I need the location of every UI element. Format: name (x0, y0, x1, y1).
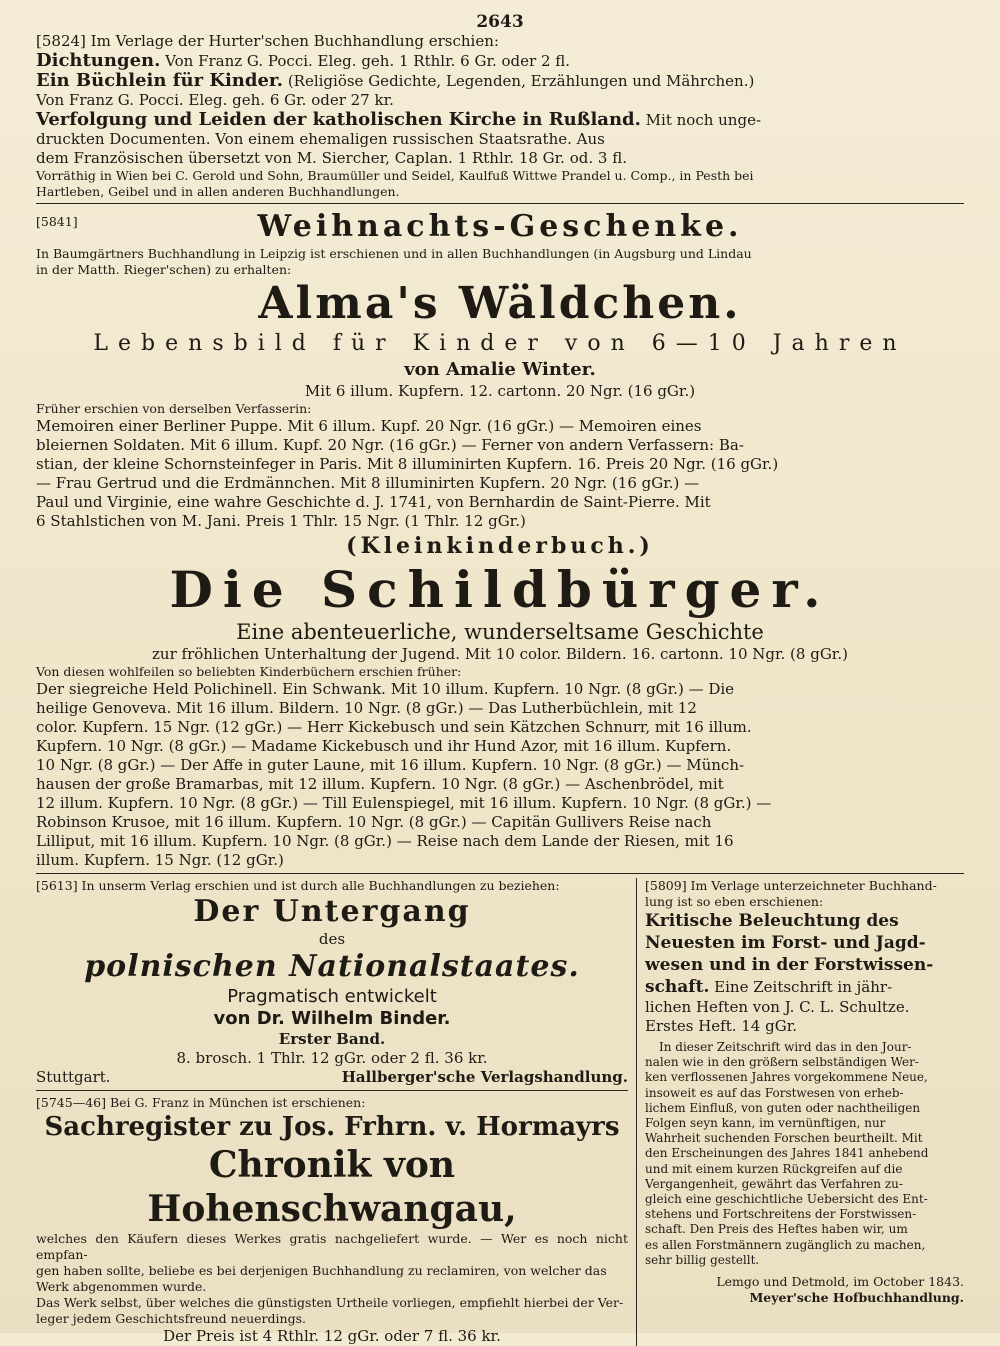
ad-text: Vergangenheit, gewährt das Verfahren zu- (645, 1176, 903, 1191)
book-list-line: 10 Ngr. (8 gGr.) — Der Affe in guter Laune, mit 16 illum. Kupfern. 10 Ngr. (8 gGr.) — Münch- (36, 756, 745, 774)
ad-line (36, 110, 964, 130)
left-column (36, 878, 636, 1346)
ad-line: druckten Documenten. Von einem ehemaligen russischen Staatsrathe. Aus (36, 130, 605, 148)
divider (36, 1090, 628, 1091)
ad-note: Früher erschien von derselben Verfasserin: (36, 401, 312, 416)
divider (36, 873, 964, 874)
ad-text: ken verflossenen Jahres vorgekommene Neue, (645, 1070, 928, 1085)
ad-body (645, 1040, 964, 1268)
book-title: schaft. (645, 977, 710, 997)
publisher-place: Stuttgart. (36, 1068, 111, 1086)
ad-text: Wahrheit suchenden Forschen beurtheilt. Mit (645, 1131, 923, 1146)
book-title: Ein Büchlein für Kinder. (36, 70, 284, 91)
advertisement-meyer (645, 878, 964, 1306)
book-author: von Amalie Winter. (404, 359, 596, 380)
book-list-line: heilige Genoveva. Mit 16 illum. Bildern. 10 Ngr. (8 gGr.) — Das Lutherbüchlein, mit 12 (36, 699, 697, 717)
book-subtitle: Pragmatisch entwickelt (227, 986, 437, 1007)
book-list-line: Memoiren einer Berliner Puppe. Mit 6 illum. Kupf. 20 Ngr. (16 gGr.) — Memoiren eines (36, 417, 702, 435)
book-title: wesen und in der Forstwissen- (645, 955, 934, 975)
book-list-line: 12 illum. Kupfern. 10 Ngr. (8 gGr.) — Till Eulenspiegel, mit 16 illum. Kupfern. 10 Ngr. (8 gGr.) — (36, 794, 772, 812)
ad-line: Von Franz G. Pocci. Eleg. geh. 6 Gr. oder 27 kr. (36, 91, 394, 109)
ad-text: sehr billig gestellt. (645, 1252, 760, 1267)
advertisement-baumgaertner (36, 208, 964, 870)
book-title: Neuesten im Forst- und Jagd- (645, 933, 926, 953)
book-list-line: Kupfern. 10 Ngr. (8 gGr.) — Madame Kickebusch und ihr Hund Azor, mit 16 illum. Kupfern. (36, 737, 732, 755)
dateline: Lemgo und Detmold, im October 1843. (716, 1274, 964, 1290)
book-title: Die Schildbürger. (169, 560, 831, 619)
book-price: Erstes Heft. 14 gGr. (645, 1017, 797, 1035)
book-details (645, 976, 964, 998)
ad-text: insoweit es auf das Forstwesen von erheb- (645, 1085, 904, 1100)
ad-text: welches den Käufern dieses Werkes gratis nachgeliefert wurde. — Wer es noch nicht empfan- (36, 1231, 628, 1262)
ad-intro: [5613] In unserm Verlag erschien und ist durch alle Buchhandlungen zu beziehen: (36, 878, 560, 893)
publisher-line (36, 1068, 628, 1087)
book-list-line: Robinson Krusoe, mit 16 illum. Kupfern. 10 Ngr. (8 gGr.) — Capitän Gullivers Reise nach (36, 813, 712, 831)
book-list-line: color. Kupfern. 15 Ngr. (12 gGr.) — Herr Kickebusch und sein Kätzchen Schnurr, mit 16 illum. (36, 718, 752, 736)
book-volume: Erster Band. (278, 1030, 386, 1048)
ad-text: Werk abgenommen wurde. (36, 1279, 207, 1294)
ad-text: leger jedem Geschichtsfreund neuerdings. (36, 1311, 306, 1326)
two-column-section (36, 878, 964, 1346)
book-list-line: Lilliput, mit 16 illum. Kupfern. 10 Ngr. (8 gGr.) — Reise nach dem Lande der Riesen, mit 16 (36, 832, 734, 850)
ad-text: Folgen seyn kann, im vernünftigen, nur (645, 1116, 886, 1131)
ad-note: Von diesen wohlfeilen so beliebten Kinderbüchern erschien früher: (36, 664, 462, 679)
book-list-line: Der siegreiche Held Polichinell. Ein Schwank. Mit 10 illum. Kupfern. 10 Ngr. (8 gGr.) — Die (36, 680, 735, 698)
book-title: Verfolgung und Leiden der katholischen Kirche in Rußland. (36, 109, 641, 130)
headline: Weihnachts-Geschenke. (257, 209, 743, 244)
book-category: (Kleinkinderbuch.) (346, 533, 654, 559)
divider (36, 203, 964, 204)
book-details: Mit noch unge- (645, 111, 762, 129)
ad-intro: lung ist so eben erschienen: (645, 894, 824, 909)
book-title: Der Untergang (193, 894, 471, 929)
ad-text: und mit einem kurzen Rückgreifen auf die (645, 1161, 903, 1176)
book-subtitle: Lebensbild für Kinder von 6—10 Jahren (93, 331, 907, 356)
book-title-connector: des (318, 930, 346, 948)
ad-intro: In Baumgärtners Buchhandlung in Leipzig ist erschienen und in allen Buchhandlungen (in Augsburg und Lindau (36, 246, 752, 261)
book-title: Dichtungen. (36, 50, 161, 71)
ad-text: Das Werk selbst, über welches die günstigsten Urtheile vorliegen, empfiehlt hierbei der Ver- (36, 1295, 624, 1310)
advertisement-hurter (36, 32, 964, 200)
ad-text: stehens und Fortschreitens der Forstwissen- (645, 1207, 917, 1222)
ad-text: In dieser Zeitschrift wird das in den Jour- (659, 1040, 912, 1054)
ad-line: dem Französischen übersetzt von M. Siercher, Caplan. 1 Rthlr. 18 Gr. od. 3 fl. (36, 149, 627, 167)
book-list-line: bleiernen Soldaten. Mit 6 illum. Kupf. 20 Ngr. (16 gGr.) — Ferner von andern Verfassern: Ba- (36, 436, 744, 454)
book-title: Chronik von Hohenschwangau, (147, 1144, 517, 1230)
publisher-name: Meyer'sche Hofbuchhandlung. (749, 1290, 964, 1306)
book-details: (Religiöse Gedichte, Legenden, Erzählungen und Mährchen.) (287, 72, 755, 90)
ad-note: Vorräthig in Wien bei C. Gerold und Sohn, Braumüller und Seidel, Kaulfuß Wittwe Prandel u. Comp., in Pesth bei (36, 168, 754, 183)
ad-text: nalen wie in den größern selbständigen Wer- (645, 1055, 919, 1070)
book-price: 8. brosch. 1 Thlr. 12 gGr. oder 2 fl. 36 kr. (176, 1049, 488, 1067)
ad-intro: [5809] Im Verlage unterzeichneter Buchhand- (645, 878, 937, 893)
advertisement-hallberger (36, 878, 628, 1087)
ad-text: lichem Einfluß, von guten oder nachtheiligen (645, 1100, 921, 1115)
book-title: polnischen Nationalstaates. (84, 949, 580, 984)
ad-line (36, 71, 964, 91)
book-author: von Dr. Wilhelm Binder. (213, 1008, 451, 1029)
book-details: Von Franz G. Pocci. Eleg. geh. 1 Rthlr. 6 Gr. oder 2 fl. (165, 52, 571, 70)
ad-text: den Erscheinungen des Jahres 1841 anhebend (645, 1146, 929, 1161)
book-details: Eine Zeitschrift in jähr- (714, 978, 893, 996)
advertisement-franz (36, 1095, 628, 1346)
ad-note: Hartleben, Geibel und in allen anderen Buchhandlungen. (36, 184, 400, 199)
ad-text: gen haben sollte, beliebe es bei derjenigen Buchhandlung zu reclamiren, von welcher das (36, 1263, 607, 1278)
ad-line (36, 51, 964, 71)
ad-intro: in der Matth. Rieger'schen) zu erhalten: (36, 262, 292, 277)
book-list-line: 6 Stahlstichen von M. Jani. Preis 1 Thlr. 15 Ngr. (1 Thlr. 12 gGr.) (36, 512, 526, 530)
book-title: Sachregister zu Jos. Frhrn. v. Hormayrs (44, 1112, 620, 1142)
publisher-name: Hallberger'sche Verlagshandlung. (341, 1068, 628, 1086)
book-list-line: illum. Kupfern. 15 Ngr. (12 gGr.) (36, 851, 284, 869)
book-price: Mit 6 illum. Kupfern. 12. cartonn. 20 Ngr. (16 gGr.) (304, 382, 696, 400)
book-price: Der Preis ist 4 Rthlr. 12 gGr. oder 7 fl. 36 kr. (163, 1327, 501, 1345)
ad-intro: [5745—46] Bei G. Franz in München ist erschienen: (36, 1095, 366, 1110)
book-subtitle: Eine abenteuerliche, wunderseltsame Geschichte (236, 620, 764, 644)
book-list-line: Paul und Virginie, eine wahre Geschichte d. J. 1741, von Bernhardin de Saint-Pierre. Mit (36, 493, 711, 511)
ad-text: schaft. Den Preis des Heftes haben wir, um (645, 1222, 908, 1237)
ad-tag: [5841] (36, 214, 78, 229)
book-details: zur fröhlichen Unterhaltung der Jugend. Mit 10 color. Bildern. 16. cartonn. 10 Ngr. (8 gGr.) (152, 645, 848, 663)
ad-intro: [5824] Im Verlage der Hurter'schen Buchhandlung erschien: (36, 32, 499, 50)
book-details: lichen Heften von J. C. L. Schultze. (645, 998, 910, 1016)
book-title: Kritische Beleuchtung des (645, 911, 899, 931)
book-title: Alma's Wäldchen. (258, 278, 742, 329)
book-list-line: hausen der große Bramarbas, mit 12 illum. Kupfern. 10 Ngr. (8 gGr.) — Aschenbrödel, mit (36, 775, 724, 793)
right-column (636, 878, 964, 1346)
headline-row (36, 208, 964, 246)
book-list-line: stian, der kleine Schornsteinfeger in Paris. Mit 8 illuminirten Kupfern. 16. Preis 20 Ngr. (16 gGr.) (36, 455, 779, 473)
ad-text: gleich eine geschichtliche Uebersicht des Ent- (645, 1192, 928, 1207)
book-list-line: — Frau Gertrud und die Erdmännchen. Mit 8 illuminirten Kupfern. 20 Ngr. (16 gGr.) — (36, 474, 700, 492)
page-number: 2643 (476, 12, 524, 32)
ad-text: es allen Forstmännern zugänglich zu machen, (645, 1237, 926, 1252)
